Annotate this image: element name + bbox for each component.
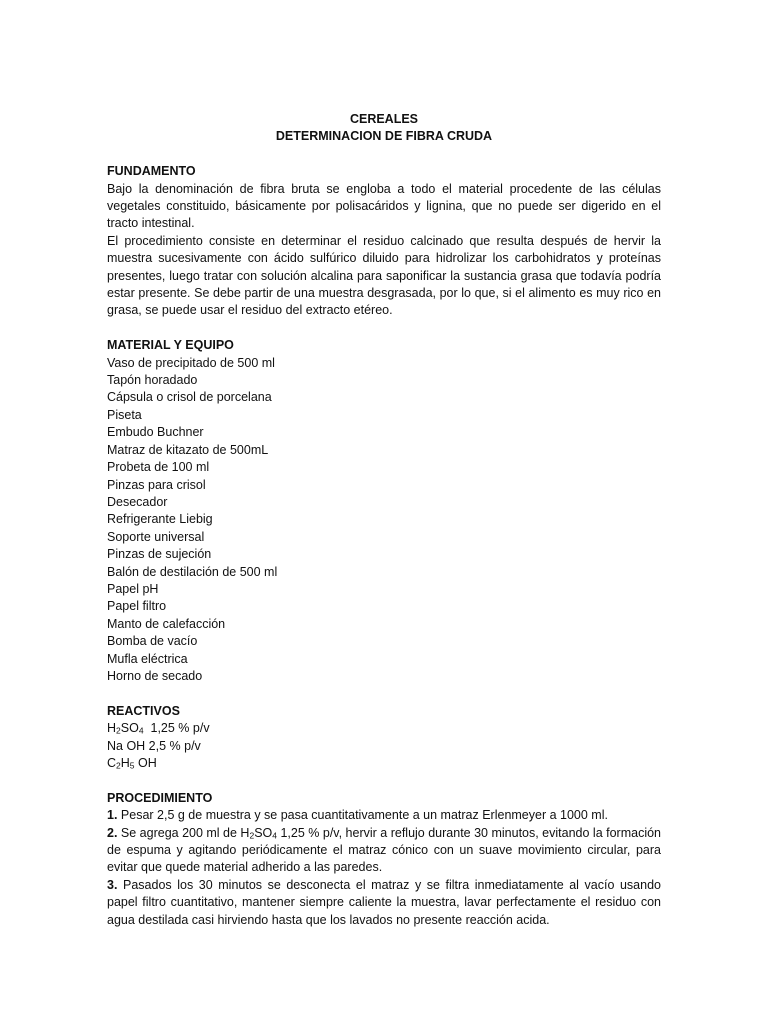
- reactivo-etanol: $C_2H_5$ OH: [107, 755, 157, 771]
- list-item: Desecador: [107, 494, 168, 509]
- fundamento-paragraph-2: El procedimiento consiste en determinar el residuo calcinado que resulta después de hervir la muestra sucesivamente con ácido sulfúrico diluido para hidrolizar los carbohidratos y proteínas presentes, luego tratar con solución alcalina para saponificar la sustancia grasa que todavía podría estar presente. Se debe partir de una muestra desgrasada, por lo que, si el alimento es muy rico en grasa, se puede usar el residuo del extracto etéreo.: [107, 233, 661, 318]
- list-item: Probeta de 100 ml: [107, 460, 210, 475]
- document-subtitle: DETERMINACION DE FIBRA CRUDA: [275, 129, 493, 144]
- list-item: Vaso de precipitado de 500 ml: [107, 355, 275, 370]
- list-item: Mufla eléctrica: [107, 651, 188, 666]
- fundamento-heading: FUNDAMENTO: [107, 164, 196, 179]
- reactivo-naoh: Na OH 2,5 % p/v: [107, 738, 201, 753]
- procedimiento-step-3: 3. Pasados los 30 minutos se desconecta el matraz y se filtra inmediatamente al vacío usando papel filtro cuantitativo, mantener siempre caliente la muestra, lavar perfectamente el residuo con agua destilada casi hirviendo hasta que los lavados no presente reacción acida.: [107, 877, 661, 927]
- list-item: Manto de calefacción: [107, 616, 226, 631]
- procedimiento-step-2: 2. Se agrega 200 ml de $H_2SO_4$ 1,25 % p/v, hervir a reflujo durante 30 minutos, evitando la formación de espuma y agitando periódicamente el matraz cónico con un suave movimiento circular, para evitar que quede material adherido a las paredes.: [107, 825, 662, 875]
- reactivos-heading: REACTIVOS: [107, 703, 180, 718]
- list-item: Balón de destilación de 500 ml: [107, 564, 278, 579]
- material-list: [107, 355, 661, 686]
- list-item: Embudo Buchner: [107, 425, 204, 440]
- list-item: Pinzas de sujeción: [107, 547, 212, 562]
- list-item: Bomba de vacío: [107, 634, 198, 649]
- list-item: Piseta: [107, 407, 142, 422]
- document-title: CEREALES: [349, 112, 419, 126]
- document-content: [107, 111, 661, 929]
- list-item: Tapón horadado: [107, 373, 198, 388]
- list-item: Soporte universal: [107, 529, 205, 544]
- material-heading: MATERIAL Y EQUIPO: [107, 338, 234, 353]
- fundamento-paragraph-1: Bajo la denominación de fibra bruta se engloba a todo el material procedente de las células vegetales constituido, básicamente por polisacáridos y lignina, que no puede ser digerido en el tracto intestinal.: [107, 181, 661, 231]
- reactivo-h2so4: $H_2SO_4$ 1,25 % p/v: [107, 721, 210, 736]
- procedimiento-heading: PROCEDIMIENTO: [107, 790, 213, 805]
- list-item: Papel pH: [107, 581, 159, 596]
- procedimiento-step-1: 1. Pesar 2,5 g de muestra y se pasa cuantitativamente a un matraz Erlenmeyer a 1000 ml.: [107, 808, 608, 823]
- list-item: Cápsula o crisol de porcelana: [107, 390, 272, 405]
- list-item: Refrigerante Liebig: [107, 512, 213, 527]
- list-item: Papel filtro: [107, 599, 167, 614]
- list-item: Pinzas para crisol: [107, 477, 206, 492]
- list-item: Horno de secado: [107, 668, 203, 683]
- list-item: Matraz de kitazato de 500mL: [107, 442, 269, 457]
